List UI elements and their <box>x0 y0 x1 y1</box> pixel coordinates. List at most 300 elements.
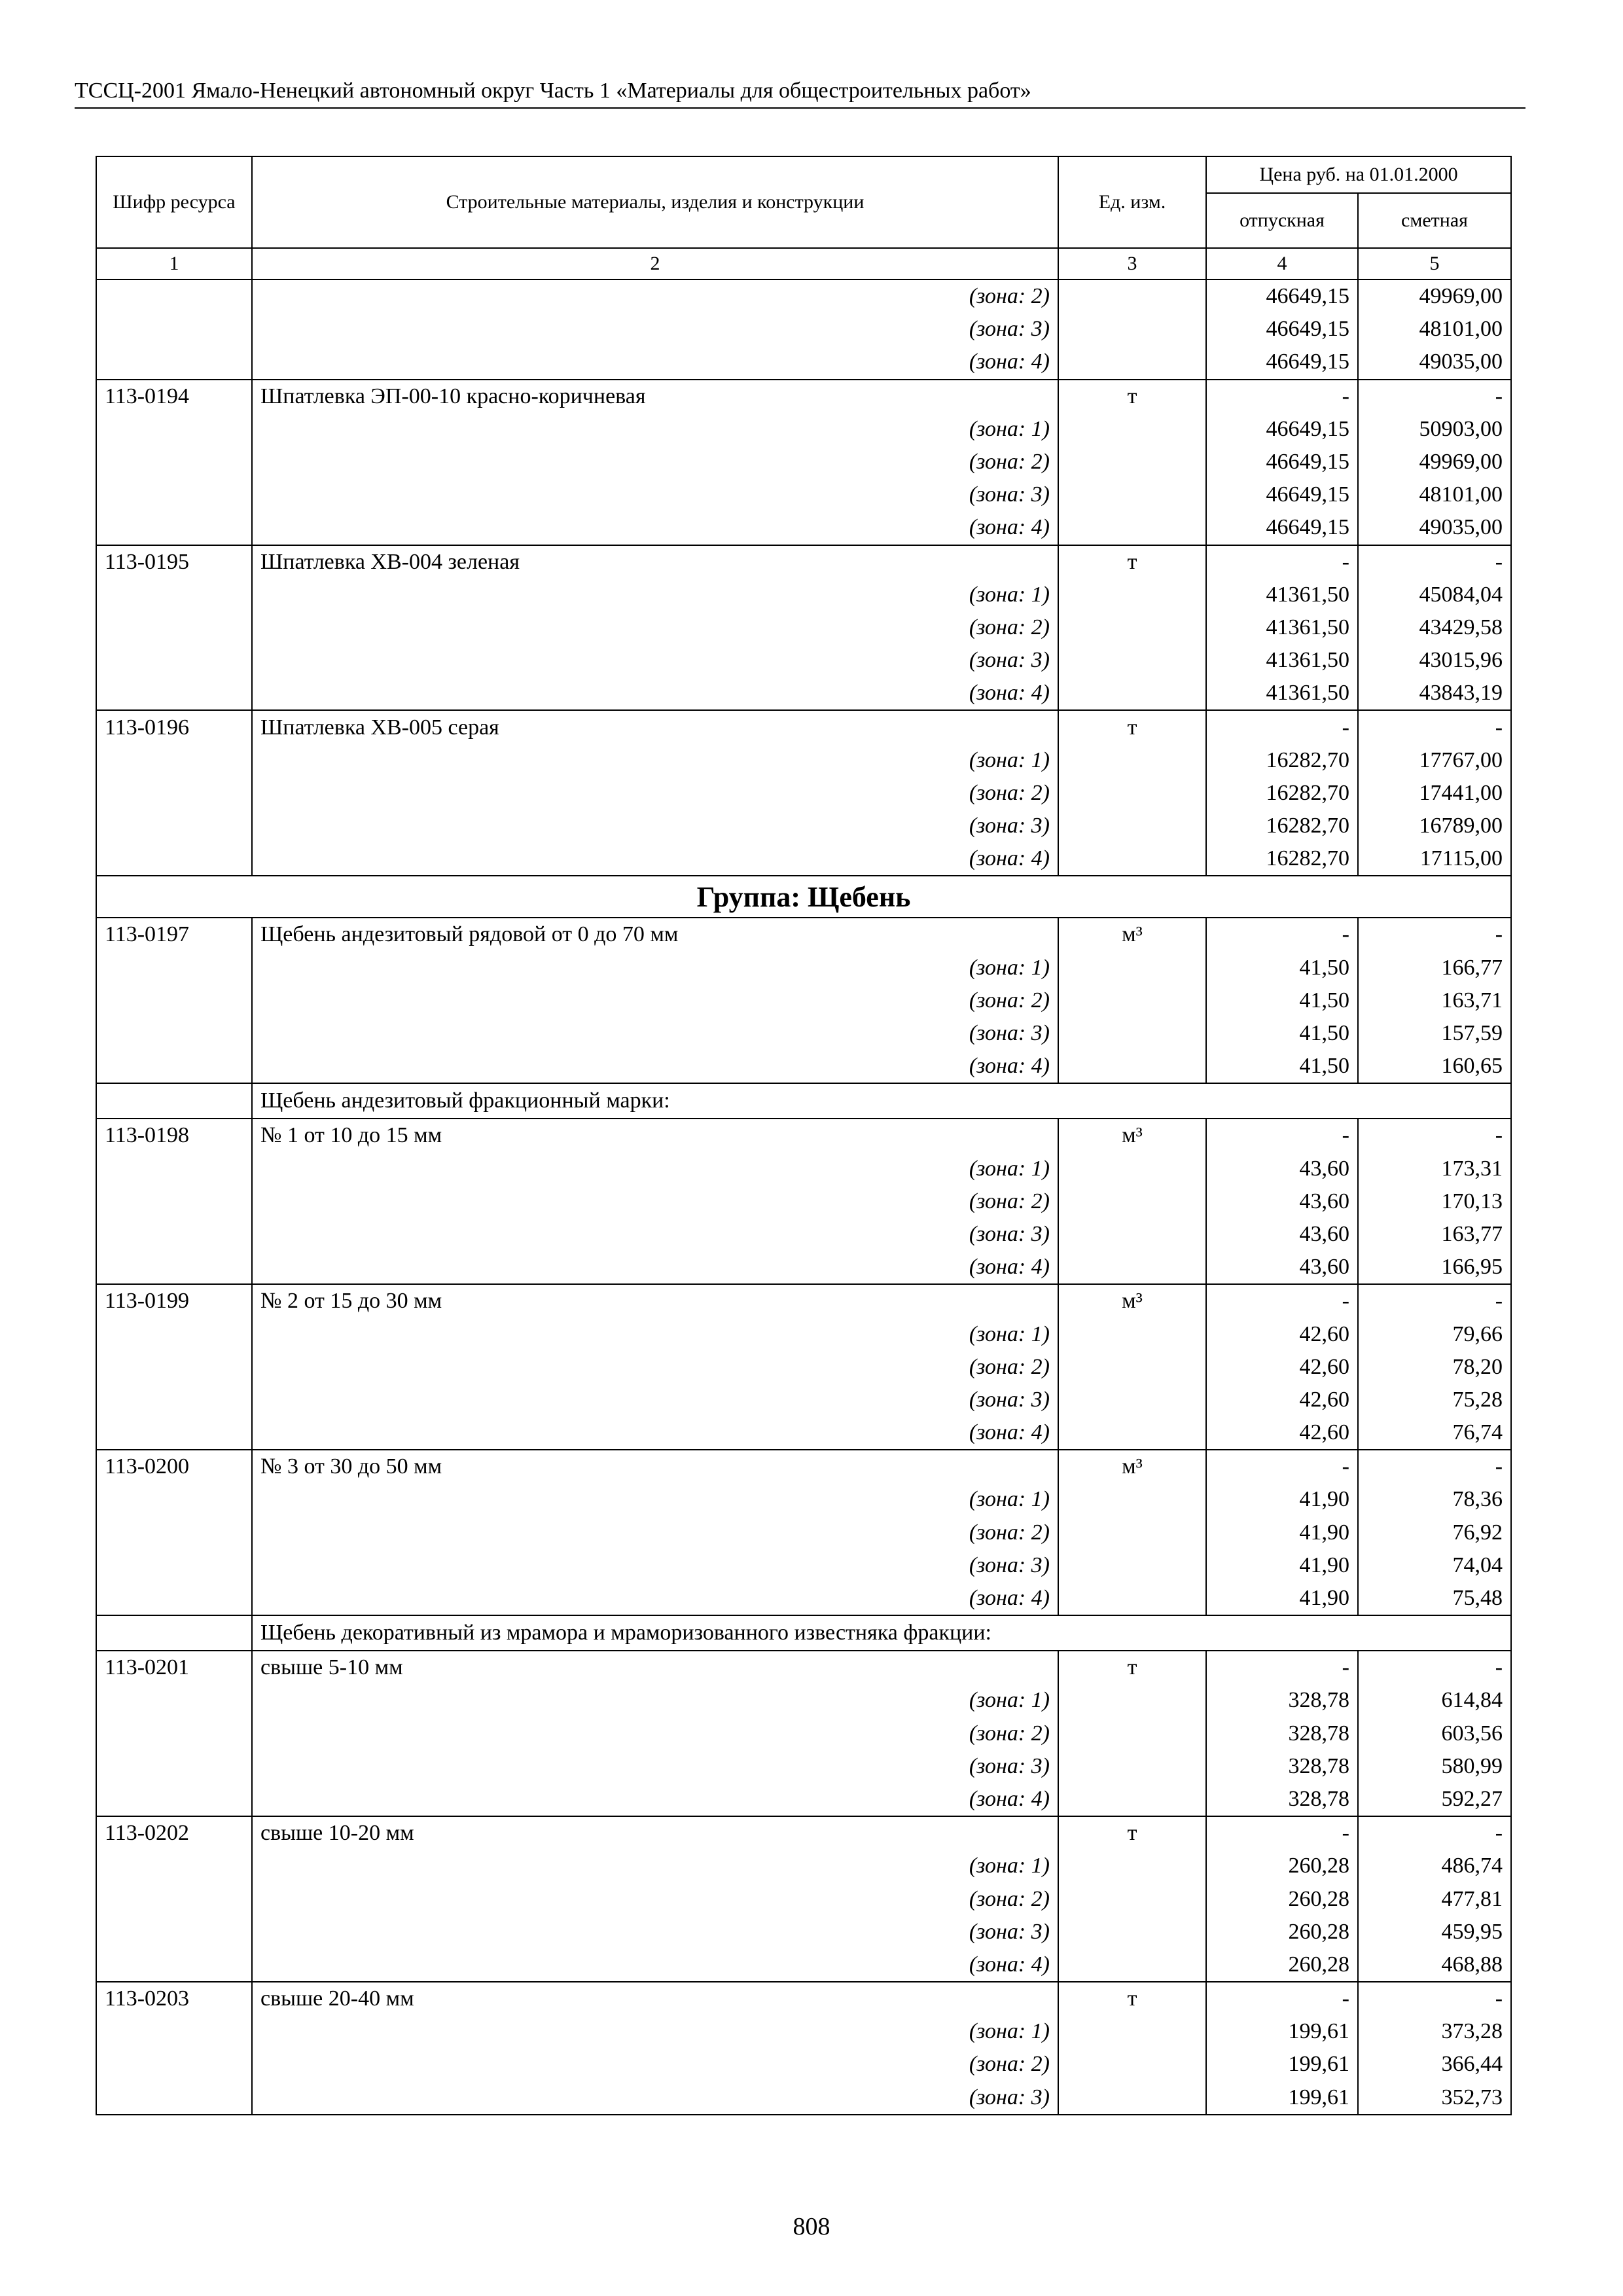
release-price: 328,78 <box>1206 1783 1358 1816</box>
zone-label: (зона: 3) <box>252 1218 1058 1251</box>
subheading-row <box>96 1615 1511 1651</box>
unit-of-measure: м³ <box>1058 918 1206 951</box>
zone-row <box>96 346 1511 379</box>
material-name: свыше 10-20 мм <box>252 1816 1058 1850</box>
estimate-price: - <box>1358 918 1511 951</box>
material-name: свыше 20-40 мм <box>252 1982 1058 2015</box>
column-number: 4 <box>1206 248 1358 279</box>
zone-label: (зона: 4) <box>252 1416 1058 1450</box>
zone-label: (зона: 1) <box>252 1318 1058 1350</box>
column-number: 5 <box>1358 248 1511 279</box>
resource-code <box>96 1783 252 1816</box>
estimate-price: 166,77 <box>1358 952 1511 984</box>
unit-of-measure <box>1058 810 1206 842</box>
unit-of-measure <box>1058 1318 1206 1350</box>
resource-code: 113-0200 <box>96 1450 252 1483</box>
release-price: 42,60 <box>1206 1351 1358 1384</box>
zone-row <box>96 744 1511 777</box>
zone-row <box>96 313 1511 346</box>
release-price: 41,50 <box>1206 1017 1358 1050</box>
unit-of-measure <box>1058 1882 1206 1915</box>
resource-code <box>96 1384 252 1416</box>
release-price: 43,60 <box>1206 1153 1358 1185</box>
zone-row <box>96 2081 1511 2115</box>
release-price: 42,60 <box>1206 1318 1358 1350</box>
zone-row <box>96 1684 1511 1717</box>
resource-code <box>96 744 252 777</box>
estimate-price: 50903,00 <box>1358 413 1511 446</box>
zone-label: (зона: 3) <box>252 1017 1058 1050</box>
zone-label: (зона: 4) <box>252 842 1058 876</box>
zone-label: (зона: 1) <box>252 579 1058 611</box>
zone-row <box>96 644 1511 677</box>
subheading-text: Щебень декоративный из мрамора и мраморизованного известняка фракции: <box>252 1615 1511 1651</box>
release-price: 42,60 <box>1206 1416 1358 1450</box>
release-price: 46649,15 <box>1206 413 1358 446</box>
column-number: 2 <box>252 248 1058 279</box>
unit-of-measure <box>1058 611 1206 644</box>
estimate-price: 166,95 <box>1358 1251 1511 1284</box>
zone-row <box>96 1185 1511 1218</box>
estimate-price: 76,74 <box>1358 1416 1511 1450</box>
estimate-price: 43015,96 <box>1358 644 1511 677</box>
column-header-price: Цена руб. на 01.01.2000 <box>1206 156 1511 193</box>
estimate-price: - <box>1358 710 1511 744</box>
zone-row <box>96 1717 1511 1750</box>
zone-label: (зона: 3) <box>252 478 1058 511</box>
resource-code: 113-0195 <box>96 545 252 579</box>
estimate-price: - <box>1358 1982 1511 2015</box>
unit-of-measure <box>1058 1050 1206 1083</box>
estimate-price: 16789,00 <box>1358 810 1511 842</box>
estimate-price: - <box>1358 545 1511 579</box>
unit-of-measure: т <box>1058 710 1206 744</box>
estimate-price: 352,73 <box>1358 2081 1511 2115</box>
resource-code <box>96 446 252 478</box>
unit-of-measure <box>1058 777 1206 810</box>
release-price: 42,60 <box>1206 1384 1358 1416</box>
zone-label: (зона: 4) <box>252 1251 1058 1284</box>
resource-code <box>96 1750 252 1783</box>
table-head <box>96 156 1511 248</box>
estimate-price: 373,28 <box>1358 2015 1511 2048</box>
unit-of-measure: м³ <box>1058 1119 1206 1152</box>
resource-code <box>96 1218 252 1251</box>
zone-label: (зона: 3) <box>252 1916 1058 1948</box>
unit-of-measure <box>1058 2048 1206 2081</box>
material-name: Шпатлевка ХВ-005 серая <box>252 710 1058 744</box>
release-price: - <box>1206 545 1358 579</box>
estimate-price: 49035,00 <box>1358 346 1511 379</box>
resource-code <box>96 1318 252 1350</box>
resource-code <box>96 1615 252 1651</box>
document-header: ТССЦ-2001 Ямало-Ненецкий автономный округ Часть 1 «Материалы для общестроительных работ» <box>75 77 1525 109</box>
resource-code <box>96 777 252 810</box>
zone-row <box>96 1916 1511 1948</box>
release-price: - <box>1206 380 1358 413</box>
zone-row <box>96 1483 1511 1516</box>
unit-of-measure <box>1058 1516 1206 1549</box>
resource-code <box>96 313 252 346</box>
release-price: 328,78 <box>1206 1684 1358 1717</box>
item-row <box>96 1816 1511 1850</box>
zone-label: (зона: 2) <box>252 984 1058 1017</box>
resource-code <box>96 1083 252 1119</box>
resource-code: 113-0199 <box>96 1284 252 1318</box>
estimate-price: 48101,00 <box>1358 313 1511 346</box>
unit-of-measure <box>1058 1416 1206 1450</box>
resource-code <box>96 2048 252 2081</box>
estimate-price: 17441,00 <box>1358 777 1511 810</box>
zone-row <box>96 579 1511 611</box>
unit-of-measure: м³ <box>1058 1450 1206 1483</box>
unit-of-measure <box>1058 579 1206 611</box>
unit-of-measure <box>1058 1185 1206 1218</box>
resource-code: 113-0196 <box>96 710 252 744</box>
estimate-price: - <box>1358 380 1511 413</box>
unit-of-measure <box>1058 1153 1206 1185</box>
zone-row <box>96 1153 1511 1185</box>
zone-row <box>96 777 1511 810</box>
resource-code <box>96 346 252 379</box>
table-body <box>96 248 1511 2115</box>
column-header-release-price: отпускная <box>1206 193 1358 248</box>
estimate-price: 79,66 <box>1358 1318 1511 1350</box>
zone-row <box>96 1783 1511 1816</box>
zone-row <box>96 1516 1511 1549</box>
column-number: 1 <box>96 248 252 279</box>
release-price: 41361,50 <box>1206 644 1358 677</box>
resource-code <box>96 279 252 313</box>
estimate-price: 163,77 <box>1358 1218 1511 1251</box>
estimate-price: 78,20 <box>1358 1351 1511 1384</box>
estimate-price: 49035,00 <box>1358 511 1511 545</box>
zone-row <box>96 842 1511 876</box>
release-price: - <box>1206 1651 1358 1684</box>
unit-of-measure <box>1058 413 1206 446</box>
group-heading-row <box>96 876 1511 918</box>
zone-row <box>96 1384 1511 1416</box>
zone-row <box>96 511 1511 545</box>
resource-code <box>96 2015 252 2048</box>
release-price: 260,28 <box>1206 1948 1358 1982</box>
release-price: 41,90 <box>1206 1483 1358 1516</box>
estimate-price: 76,92 <box>1358 1516 1511 1549</box>
zone-row <box>96 984 1511 1017</box>
zone-row <box>96 1882 1511 1915</box>
unit-of-measure <box>1058 1684 1206 1717</box>
zone-label: (зона: 1) <box>252 2015 1058 2048</box>
release-price: 41,90 <box>1206 1516 1358 1549</box>
resource-code <box>96 1416 252 1450</box>
column-header-unit: Ед. изм. <box>1058 156 1206 248</box>
release-price: 43,60 <box>1206 1251 1358 1284</box>
column-header-estimate-price: сметная <box>1358 193 1511 248</box>
zone-row <box>96 1416 1511 1450</box>
resource-code <box>96 952 252 984</box>
estimate-price: - <box>1358 1651 1511 1684</box>
material-name: № 2 от 15 до 30 мм <box>252 1284 1058 1318</box>
release-price: 46649,15 <box>1206 279 1358 313</box>
unit-of-measure <box>1058 1948 1206 1982</box>
zone-row <box>96 1218 1511 1251</box>
zone-row <box>96 677 1511 710</box>
estimate-price: - <box>1358 1119 1511 1152</box>
estimate-price: 614,84 <box>1358 1684 1511 1717</box>
resource-code: 113-0194 <box>96 380 252 413</box>
release-price: 41,50 <box>1206 1050 1358 1083</box>
unit-of-measure <box>1058 644 1206 677</box>
resource-code <box>96 413 252 446</box>
resource-code <box>96 1850 252 1882</box>
release-price: 46649,15 <box>1206 446 1358 478</box>
item-row <box>96 710 1511 744</box>
unit-of-measure <box>1058 1384 1206 1416</box>
resource-code <box>96 1549 252 1582</box>
resource-code <box>96 2081 252 2115</box>
estimate-price: 49969,00 <box>1358 446 1511 478</box>
resource-code <box>96 478 252 511</box>
resource-code: 113-0201 <box>96 1651 252 1684</box>
material-name: № 3 от 30 до 50 мм <box>252 1450 1058 1483</box>
estimate-price: 592,27 <box>1358 1783 1511 1816</box>
resource-code <box>96 1017 252 1050</box>
resource-code <box>96 1916 252 1948</box>
release-price: 41,90 <box>1206 1549 1358 1582</box>
unit-of-measure: т <box>1058 380 1206 413</box>
release-price: 16282,70 <box>1206 842 1358 876</box>
unit-of-measure <box>1058 478 1206 511</box>
zone-row <box>96 279 1511 313</box>
resource-code <box>96 644 252 677</box>
zone-label: (зона: 1) <box>252 952 1058 984</box>
item-row <box>96 1119 1511 1152</box>
estimate-price: 468,88 <box>1358 1948 1511 1982</box>
release-price: 199,61 <box>1206 2015 1358 2048</box>
estimate-price: - <box>1358 1284 1511 1318</box>
estimate-price: 43843,19 <box>1358 677 1511 710</box>
unit-of-measure <box>1058 677 1206 710</box>
zone-row <box>96 611 1511 644</box>
estimate-price: 48101,00 <box>1358 478 1511 511</box>
release-price: 46649,15 <box>1206 511 1358 545</box>
release-price: 41,90 <box>1206 1582 1358 1615</box>
column-header-name: Строительные материалы, изделия и конструкции <box>252 156 1058 248</box>
zone-label: (зона: 4) <box>252 677 1058 710</box>
unit-of-measure <box>1058 1549 1206 1582</box>
page-number: 808 <box>793 2213 830 2240</box>
item-row <box>96 1982 1511 2015</box>
release-price: 16282,70 <box>1206 777 1358 810</box>
unit-of-measure <box>1058 279 1206 313</box>
resource-code <box>96 1684 252 1717</box>
unit-of-measure <box>1058 1017 1206 1050</box>
zone-row <box>96 1948 1511 1982</box>
release-price: 199,61 <box>1206 2048 1358 2081</box>
resource-code <box>96 1251 252 1284</box>
estimate-price: 580,99 <box>1358 1750 1511 1783</box>
zone-row <box>96 2048 1511 2081</box>
release-price: 46649,15 <box>1206 346 1358 379</box>
resource-code <box>96 677 252 710</box>
column-number-row <box>96 248 1511 279</box>
zone-label: (зона: 2) <box>252 1516 1058 1549</box>
resource-code <box>96 1948 252 1982</box>
resource-code <box>96 1351 252 1384</box>
release-price: - <box>1206 1119 1358 1152</box>
zone-row <box>96 1251 1511 1284</box>
zone-label: (зона: 2) <box>252 611 1058 644</box>
unit-of-measure <box>1058 1717 1206 1750</box>
column-number: 3 <box>1058 248 1206 279</box>
unit-of-measure: т <box>1058 545 1206 579</box>
unit-of-measure <box>1058 984 1206 1017</box>
resource-code <box>96 1153 252 1185</box>
zone-row <box>96 413 1511 446</box>
release-price: 41,50 <box>1206 984 1358 1017</box>
zone-label: (зона: 4) <box>252 1582 1058 1615</box>
resource-code: 113-0198 <box>96 1119 252 1152</box>
group-heading: Группа: Щебень <box>96 876 1511 918</box>
zone-row <box>96 1351 1511 1384</box>
zone-label: (зона: 1) <box>252 744 1058 777</box>
resource-code <box>96 611 252 644</box>
estimate-price: 163,71 <box>1358 984 1511 1017</box>
resource-code <box>96 1483 252 1516</box>
estimate-price: - <box>1358 1816 1511 1850</box>
release-price: - <box>1206 1982 1358 2015</box>
zone-label: (зона: 2) <box>252 446 1058 478</box>
zone-label: (зона: 3) <box>252 1549 1058 1582</box>
unit-of-measure <box>1058 346 1206 379</box>
release-price: 16282,70 <box>1206 744 1358 777</box>
zone-label: (зона: 4) <box>252 1050 1058 1083</box>
estimate-price: 74,04 <box>1358 1549 1511 1582</box>
release-price: 16282,70 <box>1206 810 1358 842</box>
zone-label: (зона: 3) <box>252 1384 1058 1416</box>
subheading-row <box>96 1083 1511 1119</box>
unit-of-measure <box>1058 1916 1206 1948</box>
resource-code: 113-0203 <box>96 1982 252 2015</box>
resource-code <box>96 1516 252 1549</box>
estimate-price: 49969,00 <box>1358 279 1511 313</box>
resource-code <box>96 842 252 876</box>
estimate-price: - <box>1358 1450 1511 1483</box>
zone-label: (зона: 4) <box>252 1948 1058 1982</box>
unit-of-measure: т <box>1058 1651 1206 1684</box>
estimate-price: 75,28 <box>1358 1384 1511 1416</box>
estimate-price: 170,13 <box>1358 1185 1511 1218</box>
column-header-code: Шифр ресурса <box>96 156 252 248</box>
zone-row <box>96 1582 1511 1615</box>
item-row <box>96 380 1511 413</box>
zone-label: (зона: 1) <box>252 1684 1058 1717</box>
estimate-price: 75,48 <box>1358 1582 1511 1615</box>
unit-of-measure <box>1058 1783 1206 1816</box>
unit-of-measure: м³ <box>1058 1284 1206 1318</box>
zone-row <box>96 1050 1511 1083</box>
zone-label: (зона: 1) <box>252 1483 1058 1516</box>
resource-code <box>96 1882 252 1915</box>
zone-label: (зона: 3) <box>252 644 1058 677</box>
zone-row <box>96 810 1511 842</box>
release-price: 199,61 <box>1206 2081 1358 2115</box>
resource-code <box>96 1050 252 1083</box>
release-price: 328,78 <box>1206 1717 1358 1750</box>
estimate-price: 17767,00 <box>1358 744 1511 777</box>
release-price: 260,28 <box>1206 1850 1358 1882</box>
release-price: 46649,15 <box>1206 313 1358 346</box>
estimate-price: 486,74 <box>1358 1850 1511 1882</box>
zone-label: (зона: 4) <box>252 511 1058 545</box>
material-name: Щебень андезитовый рядовой от 0 до 70 мм <box>252 918 1058 951</box>
unit-of-measure <box>1058 1750 1206 1783</box>
unit-of-measure <box>1058 2015 1206 2048</box>
resource-code <box>96 511 252 545</box>
table-header-row <box>96 156 1511 193</box>
zone-row <box>96 446 1511 478</box>
unit-of-measure <box>1058 842 1206 876</box>
price-table <box>96 156 1512 2115</box>
release-price: - <box>1206 1284 1358 1318</box>
release-price: 41,50 <box>1206 952 1358 984</box>
zone-label: (зона: 1) <box>252 1153 1058 1185</box>
estimate-price: 477,81 <box>1358 1882 1511 1915</box>
estimate-price: 366,44 <box>1358 2048 1511 2081</box>
zone-row <box>96 2015 1511 2048</box>
unit-of-measure <box>1058 446 1206 478</box>
zone-label: (зона: 3) <box>252 313 1058 346</box>
release-price: 328,78 <box>1206 1750 1358 1783</box>
zone-label: (зона: 3) <box>252 810 1058 842</box>
zone-label: (зона: 1) <box>252 1850 1058 1882</box>
unit-of-measure <box>1058 1483 1206 1516</box>
unit-of-measure <box>1058 2081 1206 2115</box>
material-name: свыше 5-10 мм <box>252 1651 1058 1684</box>
zone-label: (зона: 2) <box>252 1351 1058 1384</box>
estimate-price: 160,65 <box>1358 1050 1511 1083</box>
unit-of-measure <box>1058 1582 1206 1615</box>
material-name: Шпатлевка ЭП-00-10 красно-коричневая <box>252 380 1058 413</box>
unit-of-measure <box>1058 1351 1206 1384</box>
zone-label: (зона: 2) <box>252 1185 1058 1218</box>
release-price: 41361,50 <box>1206 579 1358 611</box>
estimate-price: 17115,00 <box>1358 842 1511 876</box>
zone-label: (зона: 4) <box>252 346 1058 379</box>
zone-label: (зона: 2) <box>252 1882 1058 1915</box>
unit-of-measure <box>1058 952 1206 984</box>
item-row <box>96 1450 1511 1483</box>
zone-label: (зона: 1) <box>252 413 1058 446</box>
resource-code <box>96 1717 252 1750</box>
unit-of-measure <box>1058 744 1206 777</box>
zone-row <box>96 478 1511 511</box>
zone-label: (зона: 4) <box>252 1783 1058 1816</box>
zone-label: (зона: 2) <box>252 777 1058 810</box>
zone-row <box>96 1750 1511 1783</box>
resource-code: 113-0197 <box>96 918 252 951</box>
release-price: 46649,15 <box>1206 478 1358 511</box>
release-price: 43,60 <box>1206 1185 1358 1218</box>
unit-of-measure <box>1058 1251 1206 1284</box>
material-name: № 1 от 10 до 15 мм <box>252 1119 1058 1152</box>
release-price: 41361,50 <box>1206 677 1358 710</box>
release-price: 260,28 <box>1206 1882 1358 1915</box>
item-row <box>96 918 1511 951</box>
zone-label: (зона: 3) <box>252 2081 1058 2115</box>
release-price: - <box>1206 1816 1358 1850</box>
estimate-price: 45084,04 <box>1358 579 1511 611</box>
